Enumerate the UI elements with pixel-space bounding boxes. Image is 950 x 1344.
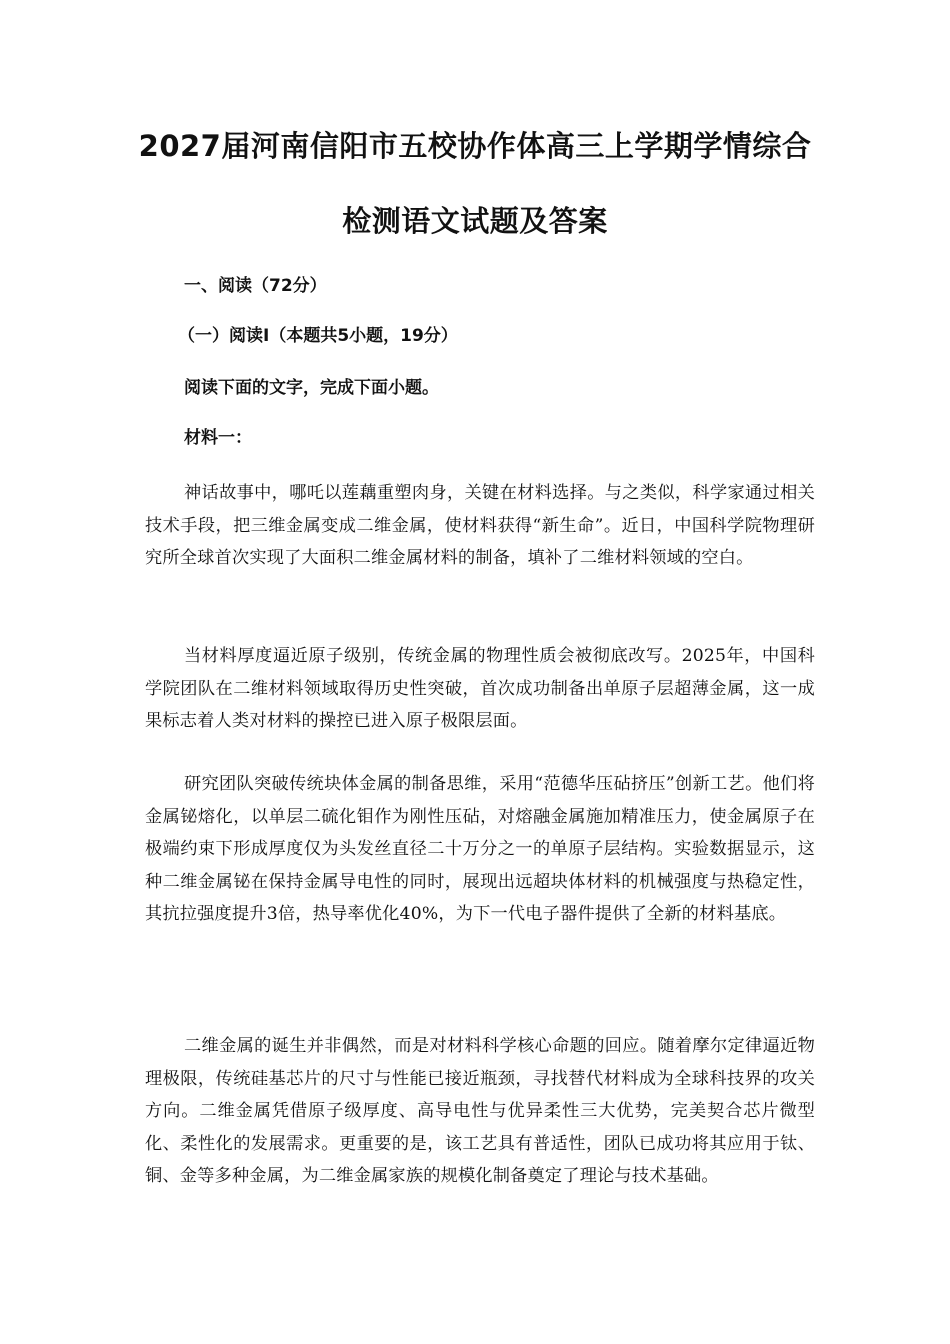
subsection-heading: （一）阅读Ⅰ（本题共5小题，19分） (178, 326, 458, 346)
paragraph: 研究团队突破传统块体金属的制备思维，采用“范德华压砧挤压”创新工艺。他们将金属铋熔化，以单层二硫化钼作为刚性压砧，对熔融金属施加精准压力，使金属原子在极端约束下形成厚度仅为头发丝直径二十万分之一的单原子层结构。实验数据显示，这种二维金属铋在保持金属导电性的同时，展现出远超块体材料的机械强度与热稳定性，其抗拉强度提升3倍，热导率优化40%，为下一代电子器件提供了全新的材料基底。 (145, 774, 815, 925)
document-title-line-1: 2027届河南信阳市五校协作体高三上学期学情综合 (138, 129, 812, 163)
document-title-line-2: 检测语文试题及答案 (342, 204, 608, 238)
paragraph: 神话故事中，哪吒以莲藕重塑肉身，关键在材料选择。与之类似，科学家通过相关技术手段，把三维金属变成二维金属，使材料获得“新生命”。近日，中国科学院物理研究所全球首次实现了大面积二维金属材料的制备，填补了二维材料领域的空白。 (145, 483, 815, 569)
instruction-text: 阅读下面的文字，完成下面小题。 (184, 378, 439, 398)
material-label: 材料一： (184, 428, 252, 448)
section-heading: 一、阅读（72分） (184, 276, 327, 296)
paragraph: 当材料厚度逼近原子级别，传统金属的物理性质会被彻底改写。2025年，中国科学院团队在二维材料领域取得历史性突破，首次成功制备出单原子层超薄金属，这一成果标志着人类对材料的操控已进入原子极限层面。 (145, 646, 815, 732)
paragraph: 二维金属的诞生并非偶然，而是对材料科学核心命题的回应。随着摩尔定律逼近物理极限，传统硅基芯片的尺寸与性能已接近瓶颈，寻找替代材料成为全球科技界的攻关方向。二维金属凭借原子级厚度、高导电性与优异柔性三大优势，完美契合芯片微型化、柔性化的发展需求。更重要的是，该工艺具有普适性，团队已成功将其应用于钛、铜、金等多种金属，为二维金属家族的规模化制备奠定了理论与技术基础。 (145, 1036, 815, 1187)
